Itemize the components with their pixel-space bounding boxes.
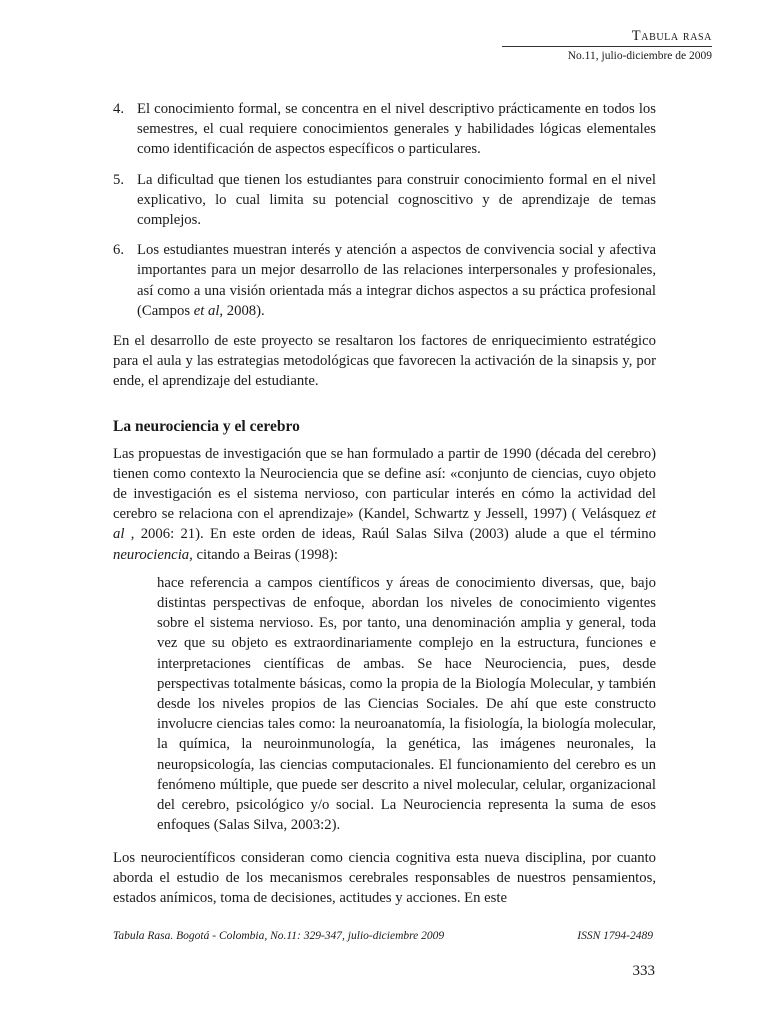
paragraph-text: Las propuestas de investigación que se han formulado a partir de 1990 (década del cerebro) tienen como contexto la Neurociencia que se define así: «conjunto de ciencias, cuyo objeto de investigación es el sistema nervioso, con particular interés en cómo la actividad del cerebro se relaciona con el aprendizaje» (Kandel, Schwartz y Jessell, 1997) ( Velásquez	[113, 445, 656, 523]
header-rule	[502, 46, 712, 47]
footer-issn: ISSN 1794-2489	[577, 930, 653, 942]
paragraph-text: , 2006: 21). En este orden de ideas, Raúl Salas Silva (2003) alude a que el término	[124, 526, 656, 543]
journal-name: Tabula rasa	[631, 28, 712, 44]
page-number: 333	[632, 963, 655, 979]
list-item-text: El conocimiento formal, se concentra en el nivel descriptivo prácticamente en todos los semestres, el cual requiere conocimientos generales y habilidades lógicas elementales como identificación de aspectos específicos o particulares.	[137, 101, 656, 158]
page-body	[113, 99, 656, 908]
paragraph-text: citando a Beiras (1998):	[192, 546, 339, 563]
list-number: 4.	[113, 101, 125, 117]
list-item-text: Los estudiantes muestran interés y atención a aspectos de convivencia social y afectiva importantes para un mejor desarrollo de las relaciones interpersonales y profesionales, así como a una visión orientada más a integrar dichos aspectos a su práctica profesional (Campos	[137, 242, 656, 319]
italic-et-al: et al	[113, 506, 656, 543]
footer-citation: Tabula Rasa. Bogotá - Colombia, No.11: 329-347, julio-diciembre 2009	[113, 930, 445, 942]
list-number: 6.	[113, 242, 125, 259]
paragraph-cognitive-science: Los neurocientíficos consideran como ciencia cognitiva esta nueva disciplina, por cuanto aborda el estudio de los mecanismos cerebrales responsables de nuestros pensamientos, estados anímicos, toma de decisiones, actitudes y acciones. En este	[113, 849, 656, 906]
list-item	[113, 99, 656, 160]
numbered-list	[113, 99, 656, 321]
italic-term: neurociencia,	[113, 546, 193, 563]
block-quote: hace referencia a campos científicos y áreas de conocimiento diversas, que, bajo distintas perspectivas de enfoque, abordan los niveles de conocimiento vigentes sobre el sistema nervioso. Es, por tanto, una denominación amplia y general, toda vez que su objeto es extraordinariamente complejo en la estructura, funciones e interpretaciones científicas de ambas. Se hace Neurociencia, pues, desde perspectivas totalmente básicas, como la propia de la Biología Molecular, y también desde los niveles propios de las Ciencias Sociales. De ahí que este constructo involucre ciencias tales como: la neuroanatomía, la fisiología, la biología molecular, la química, la neuroinmunología, la genética, las imágenes neuronales, la neuropsicología, las ciencias computacionales. El funcionamiento del cerebro es un fenómeno múltiple, que puede ser descrito a nivel molecular, celular, organizacional del cerebro, psicológico y/o social. La Neurociencia representa la suma de esos enfoques (Salas Silva, 2003:2).	[157, 574, 656, 834]
paragraph-project: En el desarrollo de este proyecto se resaltaron los factores de enriquecimiento estratégico para el aula y las estrategias metodológicas que favorecen la activación de la sinapsis y, por ende, el aprendizaje del estudiante.	[113, 333, 656, 390]
list-item	[113, 240, 656, 321]
list-item-text-end: , 2008).	[219, 302, 265, 319]
issue-info: No.11, julio-diciembre de 2009	[567, 50, 712, 62]
list-number: 5.	[113, 171, 125, 188]
running-header	[502, 27, 712, 63]
section-heading: La neurociencia y el cerebro	[113, 417, 300, 435]
list-item-text: La dificultad que tienen los estudiantes para construir conocimiento formal en el nivel explicativo, lo cual limita su potencial cognoscitivo y de aprendizaje de temas complejos.	[137, 171, 656, 229]
italic-et-al: et al	[193, 302, 220, 319]
list-item	[113, 170, 656, 231]
paragraph-neuroscience-intro	[113, 444, 656, 565]
